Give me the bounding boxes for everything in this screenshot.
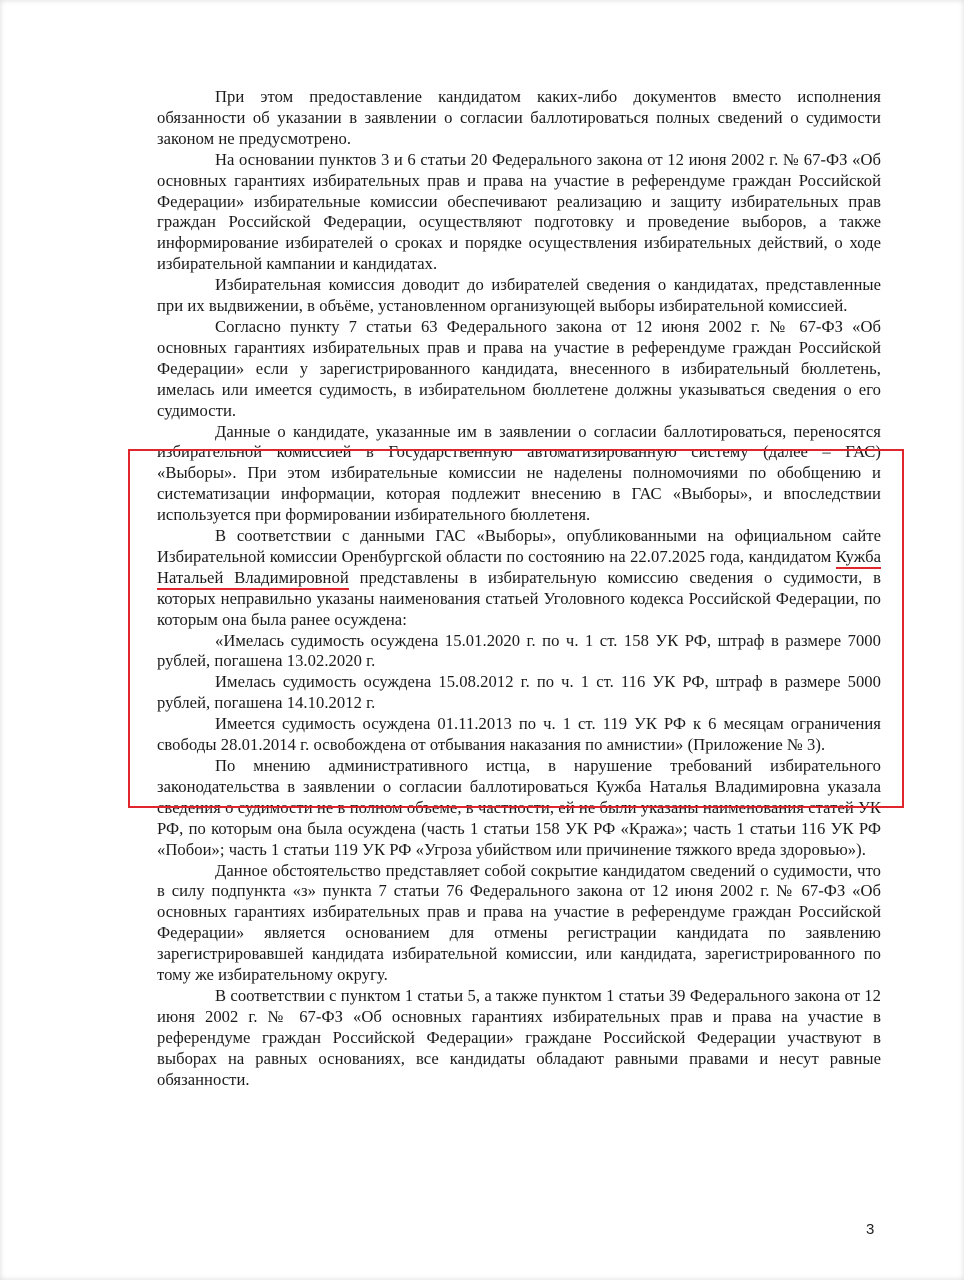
paragraph: На основании пунктов 3 и 6 статьи 20 Федерального закона от 12 июня 2002 г. № 67-ФЗ «Об основных гарантиях избирательных прав и права на участие в референдуме граждан Российской Федерации» избирательные комиссии обеспечивают реализацию и защиту избирательных прав граждан Российской Федерации, осуществляют подготовку и проведение выборов, а также информирование избирателей о сроках и порядке осуществления избирательных действий, о ходе избирательной кампании и кандидатах. — [157, 149, 881, 274]
paragraph: В соответствии с пунктом 1 статьи 5, а также пунктом 1 статьи 39 Федерального закона от 12 июня 2002 г. № 67-ФЗ «Об основных гарантиях избирательных прав и права на участие в референдуме граждан Российской Федерации» граждане Российской Федерации участвуют в выборах на равных основаниях, все кандидаты обладают равными правами и несут равные обязанности. — [157, 985, 881, 1089]
paragraph: Данное обстоятельство представляет собой сокрытие кандидатом сведений о судимости, что в силу подпункта «з» пункта 7 статьи 76 Федерального закона от 12 июня 2002 г. № 67-ФЗ «Об основных гарантиях избирательных прав и права на участие в референдуме граждан Российской Федерации» является основанием для отмены регистрации кандидата по заявлению зарегистрировавшей кандидата избирательной комиссии, или кандидата, зарегистрированного по тому же избирательному округу. — [157, 860, 881, 985]
paragraph: «Имелась судимость осуждена 15.01.2020 г. по ч. 1 ст. 158 УК РФ, штраф в размере 7000 рублей, погашена 13.02.2020 г. — [157, 630, 881, 671]
paragraph-text: В соответствии с данными ГАС «Выборы», опубликованными на официальном сайте Избирательной комиссии Оренбургской области по состоянию на 22.07.2025 года, кандидатом — [157, 526, 881, 566]
paragraph: По мнению административного истца, в нарушение требований избирательного законодательства в заявлении о согласии баллотироваться Кужба Наталья Владимировна указала сведения о судимости не в полном объеме, в частности, ей не были указаны наименования статей УК РФ, по которым она была осуждена (часть 1 статьи 158 УК РФ «Кража»; часть 1 статьи 116 УК РФ «Побои»; часть 1 статьи 119 УК РФ «Угроза убийством или причинение тяжкого вреда здоровью»). — [157, 756, 881, 859]
paragraph: Согласно пункту 7 статьи 63 Федерального закона от 12 июня 2002 г. № 67-ФЗ «Об основных гарантиях избирательных прав и права на участие в референдуме граждан Российской Федерации» если у зарегистрированного кандидата, внесенного в избирательный бюллетень, имелась или имеется судимость, в избирательном бюллетене должны указываться сведения о его судимости. — [157, 316, 881, 420]
paragraph: При этом предоставление кандидатом каких-либо документов вместо исполнения обязанности об указании в заявлении о согласии баллотироваться полных сведений о судимости законом не предусмотрено. — [157, 87, 881, 148]
red-highlight-box — [128, 449, 904, 808]
page-number: 3 — [866, 1221, 875, 1238]
paragraph: Имеется судимость осуждена 01.11.2013 по ч. 1 ст. 119 УК РФ к 6 месяцам ограничения свободы 28.01.2014 г. освобождена от отбывания наказания по амнистии» (Приложение № 3). — [157, 714, 881, 755]
underlined-candidate-name: Кужба Натальей Владимировной — [157, 547, 881, 590]
paragraph: Избирательная комиссия доводит до избирателей сведения о кандидатах, представленные при их выдвижении, в объёме, установленном организующей выборы избирательной комиссией. — [157, 275, 881, 316]
paragraph: Данные о кандидате, указанные им в заявлении о согласии баллотироваться, переносятся избирательной комиссией в Государственную автоматизированную систему (далее – ГАС) «Выборы». При этом избирательные комиссии не наделены полномочиями по обобщению и систематизации информации, которая подлежит внесению в ГАС «Выборы», и впоследствии используется при формировании избирательного бюллетеня. — [157, 421, 881, 525]
paragraph: Имелась судимость осуждена 15.08.2012 г. по ч. 1 ст. 116 УК РФ, штраф в размере 5000 рублей, погашена 14.10.2012 г. — [157, 672, 881, 713]
paragraph-text: представлены в избирательную комиссию сведения о судимости, в которых неправильно указаны наименования статьей Уголовного кодекса Российской Федерации, по которым она была ранее осуждена: — [157, 567, 881, 629]
